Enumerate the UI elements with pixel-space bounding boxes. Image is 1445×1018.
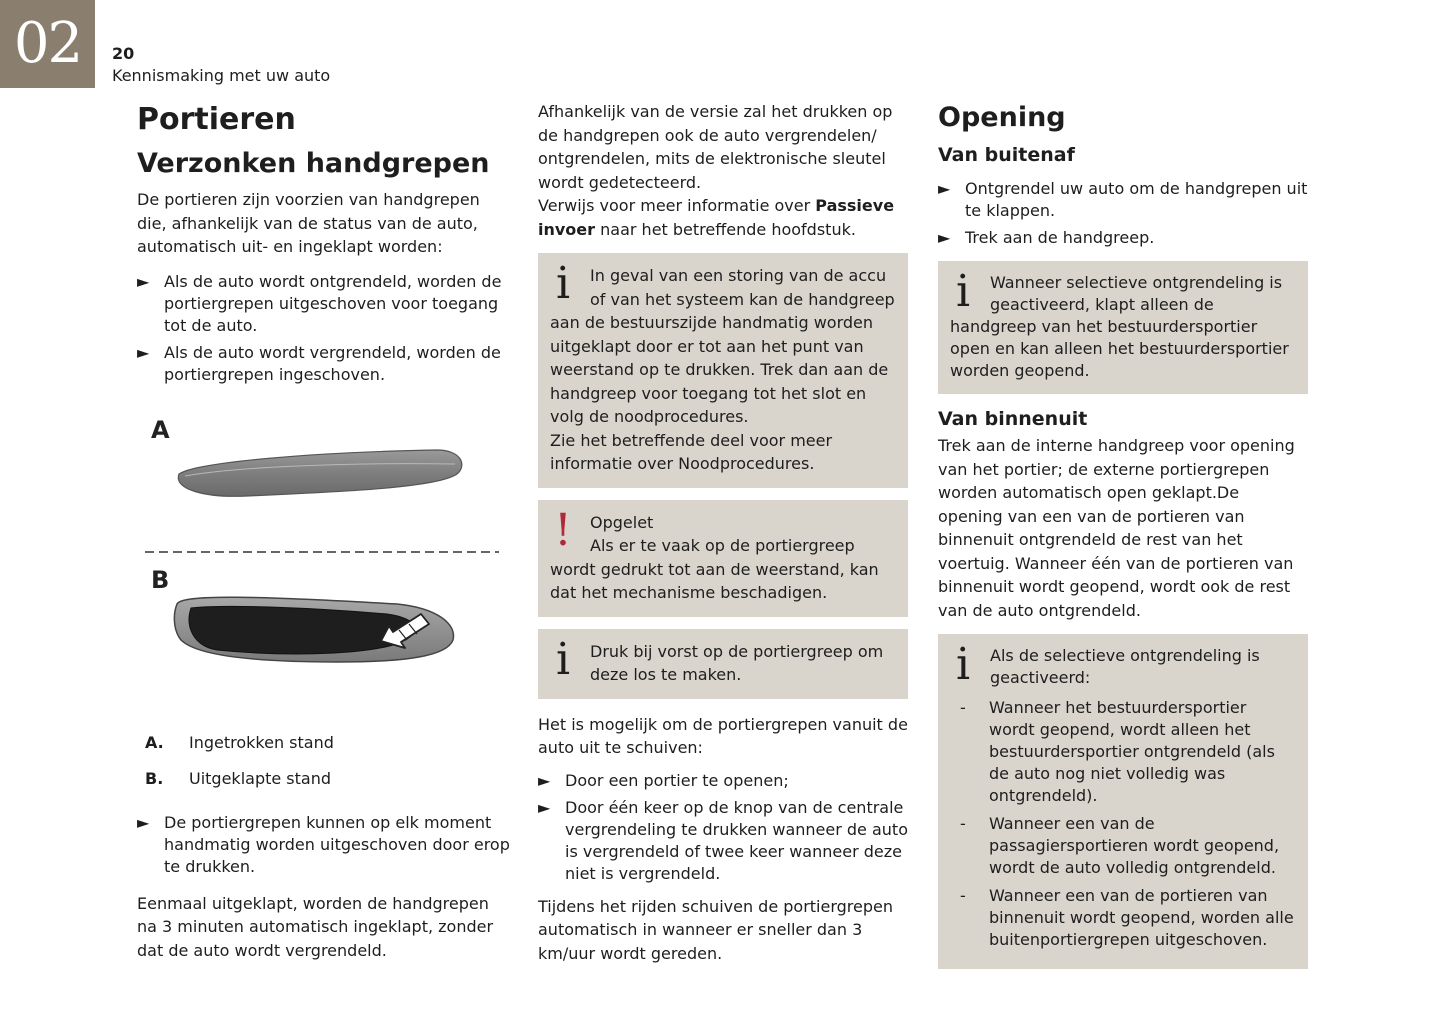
version-paragraph: Afhankelijk van de versie zal het drukken op de handgrepen ook de auto vergrendelen/ ontgrendelen, mits de elektronische sleutel wordt gedetecteerd. <box>538 102 893 192</box>
extend-from-inside-paragraph: Het is mogelijk om de portiergrepen vanuit de auto uit te schuiven: <box>538 714 908 757</box>
figure-label-a: A <box>151 415 170 444</box>
bullet-arrow-icon: ► <box>538 770 551 790</box>
figure-legend <box>137 732 512 804</box>
list-item: - Wanneer een van de portieren van binnenuit wordt geopend, worden alle buitenportiergrepen uitgeschoven. <box>960 886 1294 949</box>
opening-title: Opening <box>938 102 1066 133</box>
list-item: ► Als de auto wordt vergrendeld, worden de portiergrepen ingeschoven. <box>137 342 501 384</box>
driving-paragraph: Tijdens het rijden schuiven de portiergrepen automatisch in wanneer er sneller dan 3 km/uur wordt gereden. <box>538 896 894 963</box>
info-note-selective-inside: i Als de selectieve ontgrendeling is geactiveerd: - Wanneer het bestuurdersportier wordt geopend, wordt alleen het bestuurdersportier ontgrendeld (als de auto nog niet volledig was ontgrendeld). - Wanneer een van de passagiersportieren wordt geopend, wordt de auto volledig ontgrendeld. - Wanneer een van de portieren van binnenuit wordt geopend, worden alle buitenportiergrepen uitgeschoven. <box>938 634 1308 969</box>
list-item: ► Ontgrendel uw auto om de handgrepen uit te klappen. <box>938 179 1308 220</box>
intro-paragraph: De portieren zijn voorzien van handgrepen die, afhankelijk van de status van de auto, automatisch uit- en ingeklapt worden: <box>137 190 480 256</box>
section-subtitle: Verzonken handgrepen <box>137 148 490 179</box>
chapter-title: Kennismaking met uw auto <box>112 66 331 85</box>
bullet-arrow-icon: ► <box>938 179 951 198</box>
selective-unlock-list <box>950 697 1296 951</box>
column-middle <box>538 100 908 965</box>
from-outside-heading: Van buitenaf <box>938 144 1075 166</box>
manual-extend-list <box>137 812 512 878</box>
list-item: ► De portiergrepen kunnen op elk moment handmatig worden uitgeschoven door erop te drukken. <box>137 812 510 876</box>
extend-methods-list <box>538 770 908 885</box>
handle-figure <box>137 404 512 684</box>
chapter-number: 02 <box>0 0 95 88</box>
column-left <box>137 100 512 962</box>
warning-icon: ! <box>554 504 572 556</box>
legend-item: B. Uitgeklapte stand <box>145 768 332 788</box>
reference-paragraph: Verwijs voor meer informatie over Passieve invoer naar het betreffende hoofdstuk. <box>538 196 895 239</box>
list-item: ► Door een portier te openen; <box>538 770 789 790</box>
bullet-arrow-icon: ► <box>137 342 150 362</box>
list-item: ► Trek aan de handgreep. <box>938 228 1155 247</box>
from-inside-heading: Van binnenuit <box>938 408 1088 430</box>
closing-paragraph: Eenmaal uitgeklapt, worden de handgrepen na 3 minuten automatisch ingeklapt, zonder dat de auto wordt vergrendeld. <box>137 893 494 960</box>
section-title: Portieren <box>137 102 296 137</box>
bullet-arrow-icon: ► <box>137 812 150 832</box>
list-item: ► Als de auto wordt ontgrendeld, worden de portiergrepen uitgeschoven voor toegang tot de auto. <box>137 271 502 335</box>
warning-title: Opgelet <box>590 512 654 532</box>
info-icon: i <box>955 266 971 317</box>
handle-status-list <box>137 271 512 386</box>
info-note-frost: i Druk bij vorst op de portiergreep om deze los te maken. <box>538 629 908 699</box>
warning-note: ! Opgelet Als er te vaak op de portiergreep wordt gedrukt tot aan de weerstand, kan dat het mechanisme beschadigen. <box>538 500 908 617</box>
from-inside-paragraph: Trek aan de interne handgreep voor opening van het portier; de externe portiergrepen worden automatisch open geklapt.De opening van een van de portieren van binnenuit ontgrendeld de rest van het voertuig. Wanneer één van de portieren van binnenuit wordt geopend, wordt ook de rest van de auto ontgrendeld. <box>938 436 1295 620</box>
column-right <box>938 100 1308 969</box>
figure-label-b: B <box>151 565 170 594</box>
bullet-arrow-icon: ► <box>538 797 551 817</box>
bullet-arrow-icon: ► <box>938 228 951 247</box>
list-item: - Wanneer het bestuurdersportier wordt geopend, wordt alleen het bestuurdersportier ontgrendeld (als de auto nog niet volledig was ontgrendeld). <box>960 698 1275 805</box>
info-note-selective: i Wanneer selectieve ontgrendeling is geactiveerd, klapt alleen de handgreep van het bestuurdersportier open en kan alleen het bestuurdersportier worden geopend. <box>938 261 1308 394</box>
list-item: - Wanneer een van de passagiersportieren wordt geopend, wordt de auto volledig ontgrendeld. <box>960 814 1280 877</box>
from-outside-list <box>938 178 1308 249</box>
info-icon: i <box>555 633 571 685</box>
passive-entry-reference: Passieve invoer <box>538 196 895 239</box>
info-note-battery: i In geval van een storing van de accu of van het systeem kan de handgreep aan de bestuurszijde handmatig worden uitgeklapt door er tot aan het punt van weerstand op te drukken. Trek dan aan de handgreep voor toegang tot het slot en volg de noodprocedures. Zie het betreffende deel voor meer informatie over Noodprocedures. <box>538 253 908 488</box>
list-item: ► Door één keer op de knop van de centrale vergrendeling te drukken wanneer de auto is vergrendeld of twee keer wanneer deze niet is vergrendeld. <box>538 797 908 883</box>
page-number: 20 <box>112 44 135 63</box>
bullet-arrow-icon: ► <box>137 271 150 291</box>
door-handle-illustration <box>137 404 512 684</box>
legend-item: A. Ingetrokken stand <box>145 732 334 752</box>
info-icon: i <box>955 639 971 690</box>
info-icon: i <box>555 258 571 309</box>
